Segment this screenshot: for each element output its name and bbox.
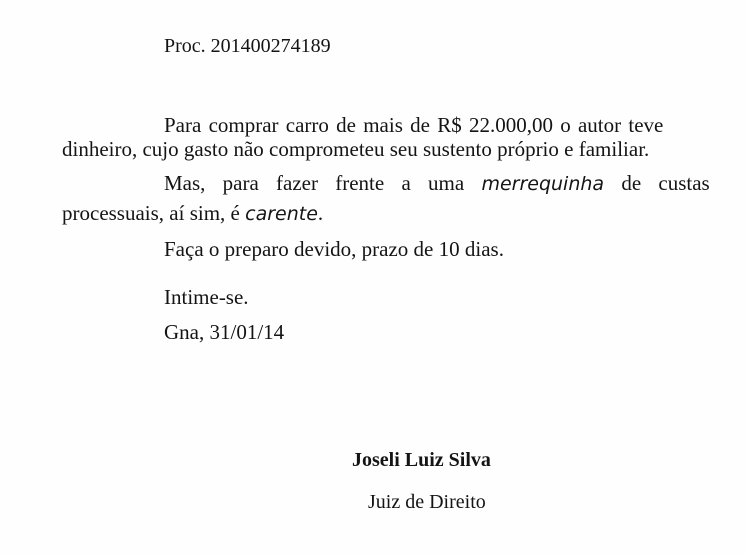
place-date: Gna, 31/01/14 — [164, 320, 285, 344]
paragraph-4: Intime-se. — [164, 285, 249, 309]
emphasis-merrequinha: merrequinha — [481, 173, 605, 195]
paragraph-2-line-1-start: Mas, para fazer frente a uma — [164, 171, 482, 195]
paragraph-2-line-1 — [164, 171, 710, 196]
paragraph-2-line-2 — [62, 201, 323, 226]
paragraph-2-line-2-end: . — [317, 201, 324, 225]
paragraph-2-line-2-start: processuais, aí sim, é — [62, 201, 246, 225]
process-number: Proc. 201400274189 — [164, 35, 331, 57]
paragraph-3: Faça o preparo devido, prazo de 10 dias. — [164, 237, 504, 261]
paragraph-1-line-2: dinheiro, cujo gasto não comprometeu seu sustento próprio e familiar. — [62, 137, 650, 161]
signature-title: Juiz de Direito — [368, 491, 486, 513]
signature-name: Joseli Luiz Silva — [352, 449, 491, 471]
paragraph-1-line-1: Para comprar carro de mais de R$ 22.000,00 o autor teve — [164, 113, 664, 137]
emphasis-carente: carente — [245, 203, 318, 225]
paragraph-2-line-1-end: de custas — [604, 171, 710, 195]
